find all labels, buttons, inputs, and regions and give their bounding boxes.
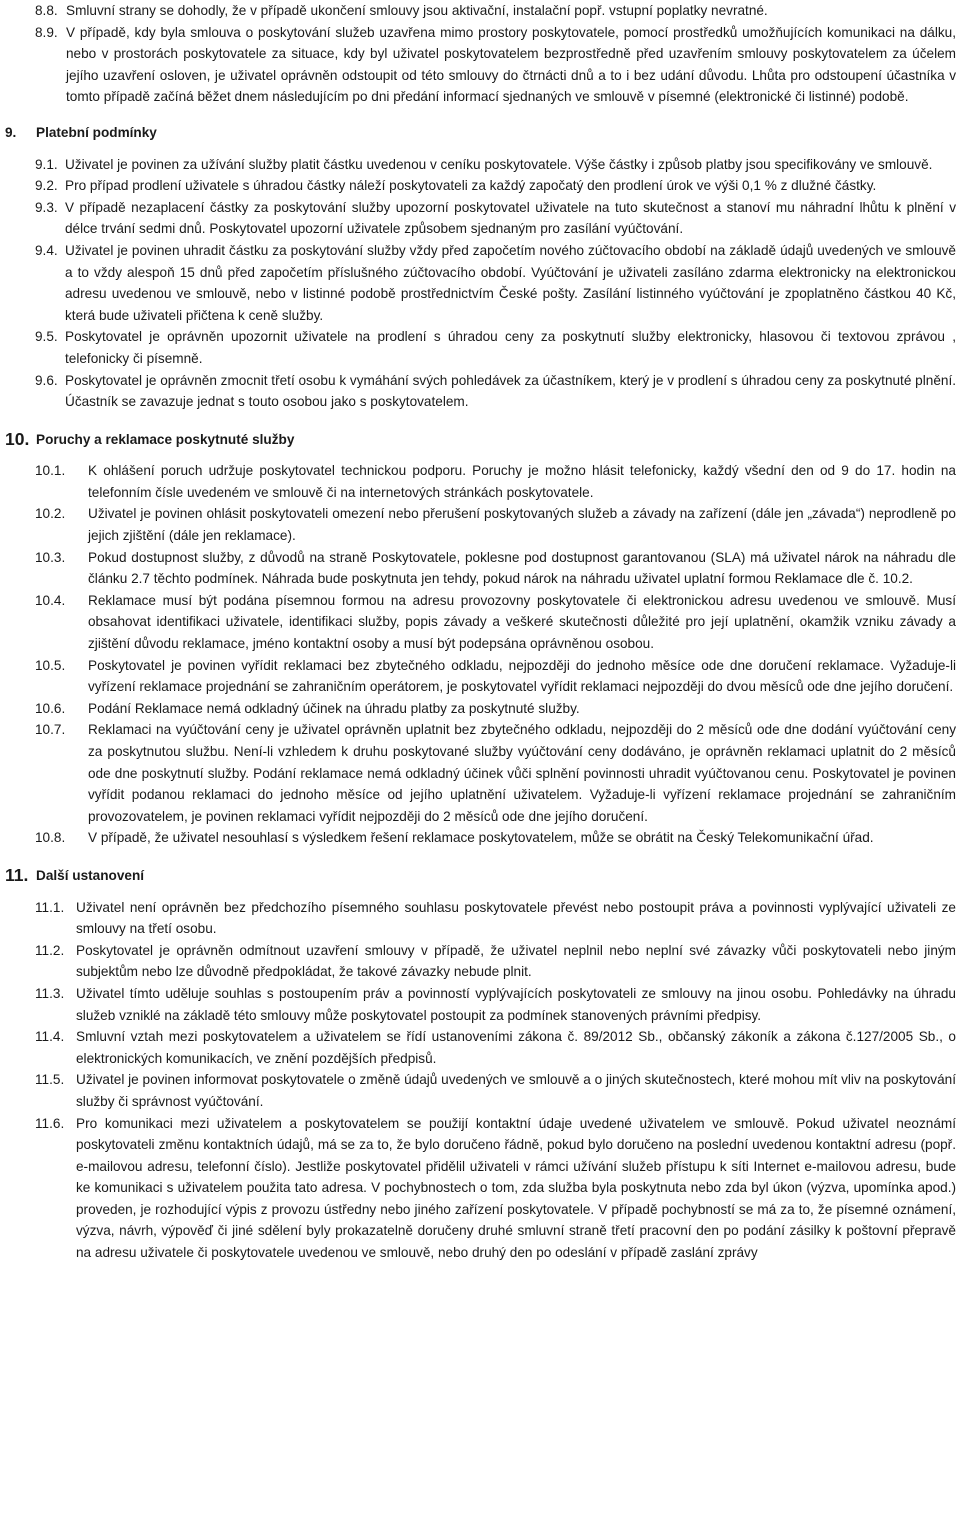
clause-number: 10.8. — [35, 830, 66, 846]
clause-11-3 — [0, 983, 956, 1026]
clause-text: V případě nezaplacení částky za poskytování služby upozorní poskytovatel uživatele na tuto skutečnost a stanoví mu náhradní lhůtu k plnění v délce trvání sedmi dnů. Poskytovatel upozorní uživatele způsobem sjednaným pro zasílání vyúčtování. — [65, 199, 956, 237]
clause-number: 9.2. — [35, 178, 58, 194]
clause-10-1 — [0, 460, 956, 503]
clause-text: Poskytovatel je oprávněn zmocnit třetí osobu k vymáhání svých pohledávek za účastníkem, který je v prodlení s úhradou ceny za poskytnuté plnění. Účastník se zavazuje jednat s touto osobou jako s poskytovatelem. — [65, 372, 956, 410]
clause-11-6 — [0, 1113, 956, 1264]
clause-number: 10.5. — [35, 657, 66, 673]
clause-text: Smluvní vztah mezi poskytovatelem a uživatelem se řídí ustanoveními zákona č. 89/2012 Sb., občanský zákoník a zákona č.127/2005 Sb., o elektronických komunikacích, ve znění pozdějších předpisů. — [76, 1029, 956, 1066]
clause-10-3 — [0, 547, 956, 590]
clause-10-8 — [0, 827, 956, 849]
clause-text: Reklamaci na vyúčtování ceny je uživatel oprávněn uplatnit bez zbytečného odkladu, nejpozději do 2 měsíců ode dne dodání vyúčtování ceny za poskytnutou službu. Není-li vzhledem k druhu poskytované služby vyúčtování ceny dodáváno, je oprávněn reklamaci uplatnit do 2 měsíců ode dne poskytnutí služby. Podání reklamace nemá odkladný účinek vůči splnění povinnosti uhradit vyúčtovanou cenu. Poskytovatel je povinen vyřídit podanou reklamaci do jednoho měsíce od jejího uplatnění uživatelem. Vyžaduje-li vyřízení reklamace projednání se zahraničním provozovatelem, je povinen reklamaci vyřídit nejpozději do 2 měsíců ode dne jejího doručení. — [88, 722, 956, 824]
section-11-items — [0, 897, 956, 1264]
clause-number: 9.5. — [35, 329, 58, 345]
clause-number: 9.3. — [35, 199, 58, 215]
clause-number: 11.1. — [35, 899, 65, 915]
clause-10-6 — [0, 698, 956, 720]
clause-number: 9.1. — [35, 156, 58, 172]
clause-11-2 — [0, 940, 956, 983]
clause-11-5 — [0, 1069, 956, 1112]
clause-10-5 — [0, 655, 956, 698]
clause-number: 9.4. — [35, 242, 58, 258]
clause-text: Uživatel tímto uděluje souhlas s postoupením práv a povinností vyplývajících poskytovateli ze smlouvy na jinou osobu. Pohledávky na úhradu služeb vzniklé na základě této smlouvy může poskytovatel postoupit za podmínek stanovených právními předpisy. — [76, 985, 956, 1023]
section-9-items — [0, 154, 956, 413]
clause-9-4 — [0, 240, 956, 326]
clause-text: Uživatel je povinen informovat poskytovatele o změně údajů uvedených ve smlouvě a o jiných skutečnostech, které mohou mít vliv na poskytování služby či správnost vyúčtování. — [76, 1072, 956, 1109]
clause-number: 10.1. — [35, 463, 66, 479]
section-11-heading — [0, 865, 960, 887]
clause-number: 11.3. — [35, 985, 65, 1001]
section-8-items — [0, 0, 960, 108]
section-title: Poruchy a reklamace poskytnuté služby — [36, 431, 295, 447]
clause-text: Uživatel je povinen za užívání služby platit částku uvedenou v ceníku poskytovatele. Výše částky i způsob platby jsou specifikovány ve smlouvě. — [65, 156, 933, 172]
clause-number: 10.2. — [35, 506, 66, 522]
clause-text: Poskytovatel je oprávněn upozornit uživatele na prodlení s úhradou ceny za poskytnutí služby elektronicky, hlasovou či textovou zprávou , telefonicky či písemně. — [65, 329, 956, 366]
clause-text: Uživatel je povinen uhradit částku za poskytování služby vždy před započetím nového zúčtovacího období na základě údajů uvedených ve smlouvě a to vždy alespoň 15 dnů před započetím příslušného zúčtovacího období. Vyúčtování je uživateli zasíláno zdarma elektronicky na elektronickou adresu uvedenou ve smlouvě, nebo v listinné podobě prostřednictvím České pošty. Zasílání listinného vyúčtování je zpoplatněno částkou 40 Kč, která bude uživateli přičtena k ceně služby. — [65, 242, 956, 323]
clause-8-9 — [0, 22, 956, 108]
clause-11-4 — [0, 1026, 956, 1069]
clause-10-4 — [0, 590, 956, 655]
clause-number: 11.2. — [35, 942, 65, 958]
clause-number: 10.3. — [35, 549, 66, 565]
clause-text: Pro komunikaci mezi uživatelem a poskytovatelem se použijí kontaktní údaje uvedené uživatelem ve smlouvě. Pokud uživatel neoznámí poskytovateli změnu kontaktních údajů, má se za to, že bylo doručeno řádně, pokud bylo doručeno na poslední uvedenou kontaktní adresu (popř. e-mailovou adresu, telefonní číslo). Jestliže poskytovatel přidělil uživateli v rámci užívání služeb přístupu k síti Internet e-mailovou adresu, bude ke komunikaci s uživatelem použita tato adresa. V pochybnostech o tom, zda služba byla poskytnuta nebo zda byl úkon (výzva, upomínka apod.) proveden, je rozhodující výpis z provozu ústředny nebo jiného zařízení poskytovatele. V případě pochybností se má za to, že písemné oznámení, výzva, návrh, výpověď či jiné sdělení byly prokazatelně doručeny druhé smluvní straně třetí pracovní den po podání zásilky k poštovní přepravě na adresu uživatele či poskytovatele uvedenou ve smlouvě, nebo druhý den po odeslání v případě zaslání zprávy — [76, 1115, 956, 1261]
clause-number: 8.8. — [35, 3, 58, 18]
clause-number: 10.7. — [35, 722, 66, 738]
clause-number: 9.6. — [35, 372, 58, 388]
clause-8-8 — [0, 0, 956, 22]
clause-9-6 — [0, 370, 956, 413]
clause-number: 10.4. — [35, 592, 66, 608]
clause-text: Poskytovatel je povinen vyřídit reklamaci bez zbytečného odkladu, nejpozději do jednoho měsíce ode dne doručení reklamace. Vyžaduje-li vyřízení reklamace projednání se zahraničním operátorem, je poskytovatel vyřídit reklamaci nejpozději do dvou měsíců ode dne jejího doručení. — [88, 657, 956, 695]
clause-number: 8.9. — [35, 24, 58, 40]
section-title: Platební podmínky — [36, 124, 157, 140]
clause-9-5 — [0, 326, 956, 369]
clause-number: 11.6. — [35, 1115, 65, 1131]
clause-text: V případě, kdy byla smlouva o poskytování služeb uzavřena mimo prostory poskytovatele, pomocí prostředků umožňujících komunikaci na dálku, nebo v prostorách poskytovatele za situace, kdy byl uživatel poskytovatelem bezprostředně před uzavřením smlouvy poskytovatelem za účelem jejího uzavření osloven, je uživatel oprávněn odstoupit od této smlouvy do čtrnácti dnů a to i bez udání důvodu. Lhůta pro odstoupení účastníka v tomto případě začíná běžet dnem následujícím po dni předání informací sjednaných ve smlouvě v písemné (elektronické či listinné) podobě. — [66, 24, 956, 105]
clause-9-2 — [0, 175, 956, 197]
section-9-heading — [0, 122, 960, 144]
clause-10-7 — [0, 719, 956, 827]
clause-10-2 — [0, 503, 956, 546]
clause-11-1 — [0, 897, 956, 940]
clause-text: Uživatel není oprávněn bez předchozího písemného souhlasu poskytovatele převést nebo postoupit práva a povinnosti vyplývající uživateli ze smlouvy na třetí osobu. — [76, 899, 956, 937]
clause-text: Poskytovatel je oprávněn odmítnout uzavření smlouvy v případě, že uživatel neplnil nebo neplní své závazky vůči poskytovateli nebo jiným subjektům nebo lze důvodně předpokládat, že takové závazky nebude plnit. — [76, 942, 956, 980]
section-10-items — [0, 460, 956, 849]
clause-text: Uživatel je povinen ohlásit poskytovateli omezení nebo přerušení poskytovaných služeb a závady na zařízení (dále jen „závada“) neprodleně po jejich zjištění (dále jen reklamace). — [88, 506, 956, 544]
clause-text: Podání Reklamace nemá odkladný účinek na úhradu platby za poskytnuté služby. — [88, 700, 580, 716]
section-number: 10. — [5, 428, 30, 449]
clause-text: K ohlášení poruch udržuje poskytovatel technickou podporu. Poruchy je možno hlásit telefonicky, každý všední den od 9 do 17. hodin na telefonním čísle uvedeném ve smlouvě či na internetových stránkách poskytovatele. — [88, 463, 956, 500]
clause-9-3 — [0, 197, 956, 240]
section-number: 9. — [5, 124, 17, 140]
clause-text: Reklamace musí být podána písemnou formou na adresu provozovny poskytovatele či elektronickou adresu uvedenou ve smlouvě. Musí obsahovat identifikaci uživatele, identifikaci služby, popis závady a veškeré skutečnosti důležité pro její uplatnění, okamžik vzniku závady a zjištění důvodu reklamace, jméno kontaktní osoby a musí být podepsána oprávněnou osobou. — [88, 592, 956, 652]
clause-text: V případě, že uživatel nesouhlasí s výsledkem řešení reklamace poskytovatelem, může se obrátit na Český Telekomunikační úřad. — [88, 830, 874, 846]
clause-number: 11.5. — [35, 1072, 65, 1088]
section-number: 11. — [5, 864, 29, 885]
clause-number: 11.4. — [35, 1029, 65, 1045]
section-title: Další ustanovení — [36, 867, 145, 883]
section-10-heading — [0, 429, 960, 451]
clause-9-1 — [0, 154, 956, 176]
clause-text: Pro případ prodlení uživatele s úhradou částky náleží poskytovateli za každý započatý den prodlení úrok ve výši 0,1 % z dlužné částky. — [65, 178, 877, 194]
clause-text: Pokud dostupnost služby, z důvodů na straně Poskytovatele, poklesne pod dostupnost garantovanou (SLA) má uživatel nárok na náhradu dle článku 2.7 těchto podmínek. Náhrada bude poskytnuta jen tehdy, pokud nárok na náhradu uživatel uplatní formou Reklamace dle č. 10.2. — [88, 549, 956, 587]
clause-text: Smluvní strany se dohodly, že v případě ukončení smlouvy jsou aktivační, instalační popř. vstupní poplatky nevratné. — [66, 3, 768, 18]
clause-number: 10.6. — [35, 700, 66, 716]
